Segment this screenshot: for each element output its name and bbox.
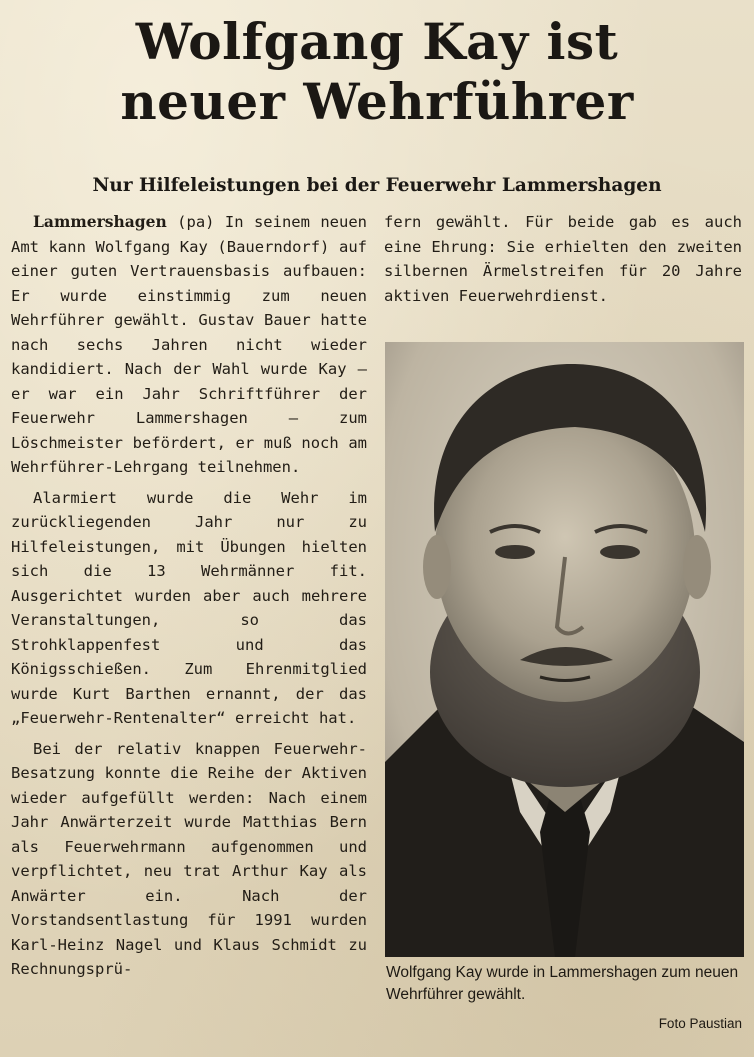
- article-paragraph: fern gewählt. Für beide gab es auch eine Ehrung: Sie erhielten den zweiten silbernen Ärmelstreifen für 20 Jahre aktiven Feuerwehrdienst.: [384, 213, 742, 305]
- article-paragraph: [11, 210, 367, 480]
- article-paragraph: Bei der relativ knappen Feuerwehr-Besatzung konnte die Reihe der Aktiven wieder aufgefüllt werden: Nach einem Jahr Anwärterzeit wurde Matthias Bern als Feuerwehrmann aufgenommen und verpflichtet, neu trat Arthur Kay als Anwärter ein. Nach der Vorstandsentlastung für 1991 wurden Karl-Heinz Nagel und Klaus Schmidt zu Rechnungsprü-: [11, 739, 367, 978]
- article-column-left: [11, 210, 367, 988]
- subheadline: Nur Hilfeleistungen bei der Feuerwehr Lammershagen: [92, 175, 662, 196]
- headline-line-1: Wolfgang Kay ist: [135, 12, 619, 71]
- paragraph-1-text: (pa) In seinem neuen Amt kann Wolfgang Kay (Bauerndorf) auf einer guten Vertrauensbasis aufbauen: Er wurde einstimmig zum neuen Wehrführer gewählt. Gustav Bauer hatte nach sechs Jahren nicht wieder kandidiert. Nach der Wahl wurde Kay – er war ein Jahr Schriftführer der Feuerwehr Lammershagen – zum Löschmeister befördert, er muß noch am Wehrführer-Lehrgang teilnehmen.: [11, 213, 367, 476]
- photo-caption: Wolfgang Kay wurde in Lammershagen zum neuen Wehrführer gewählt.: [386, 964, 739, 1003]
- headline-line-2: neuer Wehrführer: [120, 72, 634, 131]
- portrait-photo: [385, 342, 744, 957]
- photo-credit: Foto Paustian: [658, 1016, 742, 1031]
- dateline: Lammershagen: [33, 212, 167, 231]
- portrait-image: [385, 342, 744, 957]
- article-paragraph: Alarmiert wurde die Wehr im zurückliegenden Jahr nur zu Hilfeleistungen, mit Übungen hielten sich die 13 Wehrmänner fit. Ausgerichtet wurden aber auch mehrere Veranstaltungen, so das Strohklappenfest und das Königsschießen. Zum Ehrenmitglied wurde Kurt Barthen ernannt, der das „Feuerwehr-Rentenalter“ erreicht hat.: [11, 488, 367, 727]
- headline: [10, 12, 744, 132]
- article-column-right: [384, 210, 742, 314]
